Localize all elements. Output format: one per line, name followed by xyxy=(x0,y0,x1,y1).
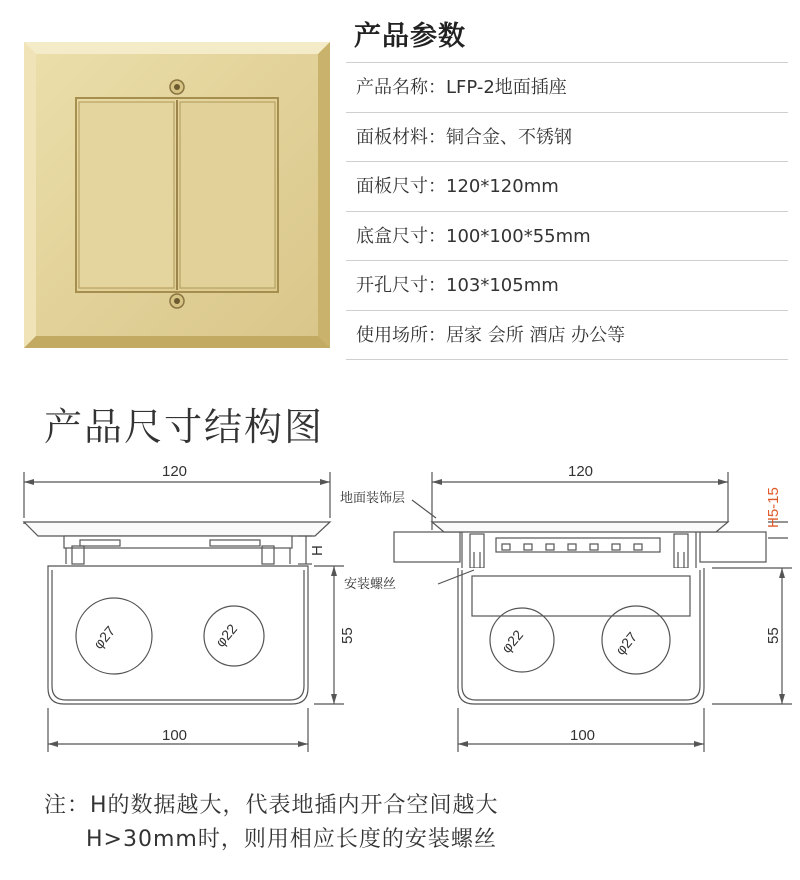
left-width-top: 120 xyxy=(162,463,188,480)
note-line-1: 注：H的数据越大，代表地插内开合空间越大 xyxy=(44,793,499,818)
right-depth: 55 xyxy=(765,627,782,644)
spec-row-box-size: 底盒尺寸：100*100*55mm xyxy=(346,212,788,262)
product-photo xyxy=(24,42,330,348)
left-hole-large: φ27 xyxy=(90,622,119,652)
spec-row-panel-size: 面板尺寸：120*120mm xyxy=(346,162,788,212)
spec-row-cutout-size: 开孔尺寸：103*105mm xyxy=(346,261,788,311)
left-hole-small: φ22 xyxy=(212,620,241,650)
right-width-bottom: 100 xyxy=(570,727,596,744)
right-width-top: 120 xyxy=(568,463,594,480)
spec-row-name: 产品名称：LFP-2地面插座 xyxy=(346,62,788,113)
left-depth: 55 xyxy=(339,627,356,644)
left-height-label: H xyxy=(309,545,326,556)
floor-layer-label: 地面装饰层 xyxy=(340,490,406,505)
spec-row-usage: 使用场所：居家 会所 酒店 办公等 xyxy=(346,311,788,361)
left-width-bottom: 100 xyxy=(162,727,188,744)
spec-table xyxy=(346,62,788,360)
spec-row-material: 面板材料：铜合金、不锈钢 xyxy=(346,113,788,163)
right-drawing xyxy=(394,472,792,752)
left-drawing xyxy=(24,472,344,752)
note-line-2: H>30mm时，则用相应长度的安装螺丝 xyxy=(86,827,497,852)
diagram-title: 产品尺寸结构图 xyxy=(44,405,325,449)
dimension-drawings xyxy=(0,460,800,760)
spec-title: 产品参数 xyxy=(354,21,466,52)
right-hole-large: φ27 xyxy=(612,628,641,658)
right-hole-small: φ22 xyxy=(498,626,527,656)
range-label: H5-15 xyxy=(765,487,782,528)
screw-label: 安装螺丝 xyxy=(344,576,397,591)
